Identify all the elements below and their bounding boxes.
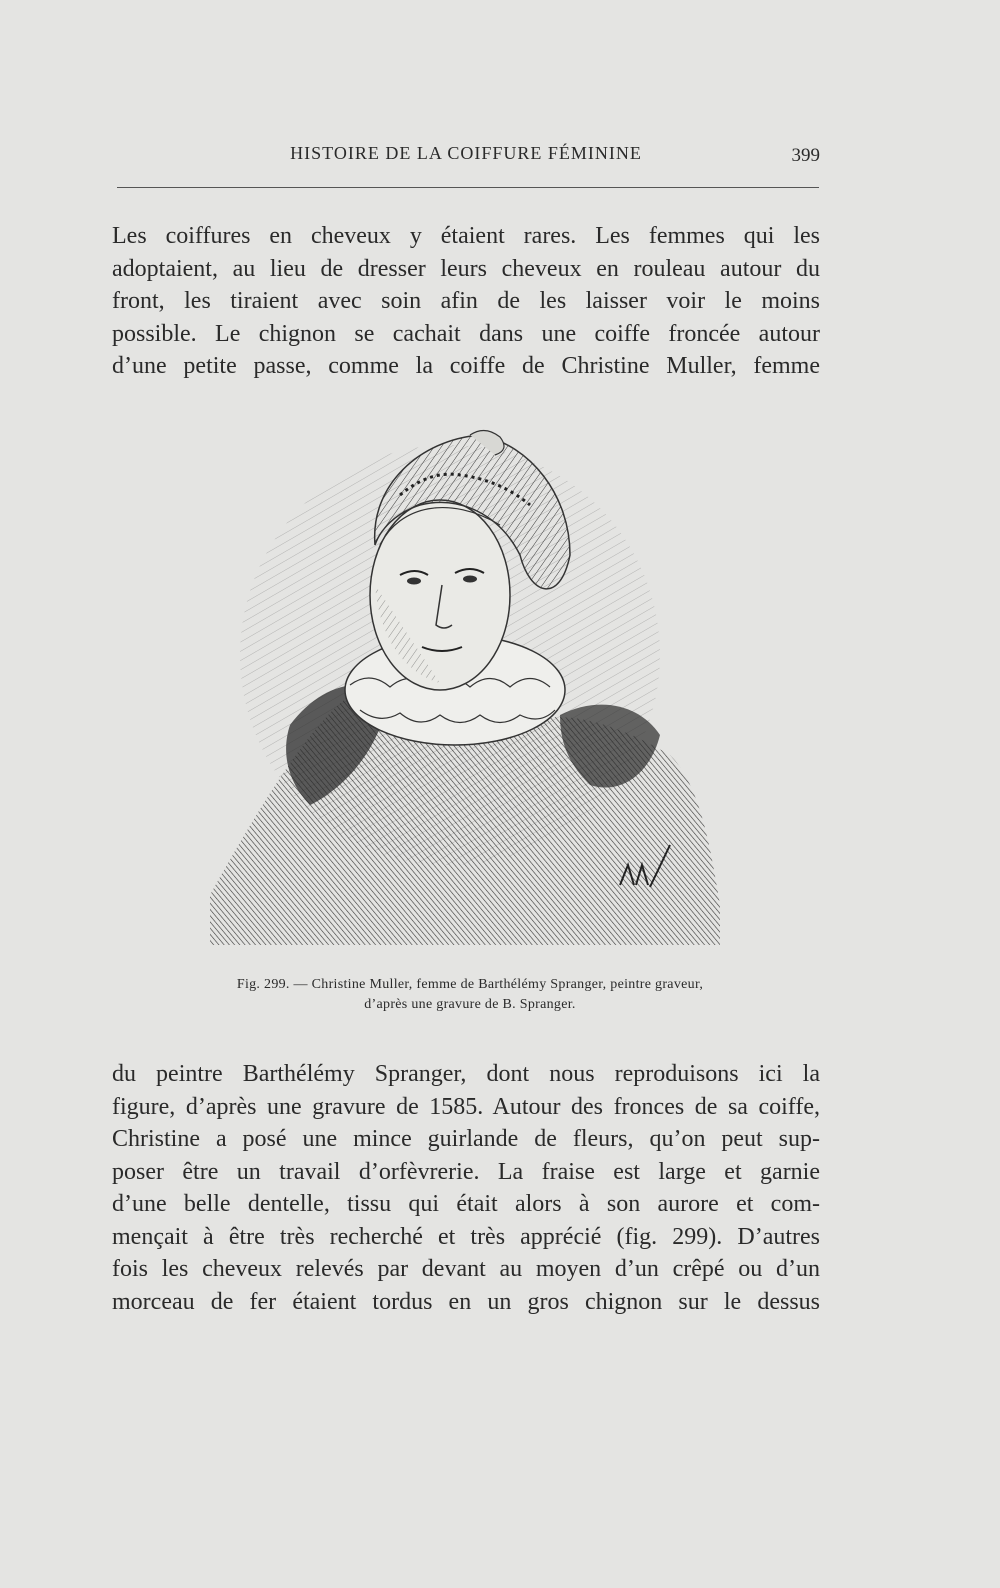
caption-line: d’après une gravure de B. Spranger. <box>364 997 576 1012</box>
portrait-engraving <box>200 425 740 965</box>
text-line: mençait à être très recherché et très apprécié (fig. 299). D’autres <box>112 1223 820 1250</box>
running-title: HISTOIRE DE LA COIFFURE FÉMININE <box>290 143 642 163</box>
page-number: 399 <box>791 145 820 166</box>
text-line: d’une petite passe, comme la coiffe de Christine Muller, femme <box>112 353 820 379</box>
text-line: du peintre Barthélémy Spranger, dont nous reproduisons ici la <box>112 1061 820 1087</box>
header-rule <box>117 187 819 188</box>
figure-caption <box>150 975 790 1015</box>
caption-line: Fig. 299. — Christine Muller, femme de Barthélémy Spranger, peintre graveur, <box>236 977 704 992</box>
text-line: figure, d’après une gravure de 1585. Autour des fronces de sa coiffe, <box>112 1093 820 1120</box>
text-line: front, les tiraient avec soin afin de les laisser voir le moins <box>112 288 820 314</box>
text-line: fois les cheveux relevés par devant au moyen d’un crêpé ou d’un <box>112 1256 820 1282</box>
text-line: Christine a posé une mince guirlande de fleurs, qu’on peut sup- <box>112 1126 820 1152</box>
portrait-illustration <box>200 425 740 965</box>
text-line: Les coiffures en cheveux y étaient rares. Les femmes qui les <box>112 223 820 249</box>
text-line: d’une belle dentelle, tissu qui était alors à son aurore et com- <box>112 1191 820 1217</box>
text-line: adoptaient, au lieu de dresser leurs cheveux en rouleau autour du <box>112 255 820 282</box>
paragraph-top <box>112 220 820 383</box>
running-head <box>112 143 820 173</box>
text-line: possible. Le chignon se cachait dans une coiffe froncée autour <box>112 320 820 347</box>
text-line: morceau de fer étaient tordus en un gros chignon sur le dessus <box>112 1288 820 1315</box>
text-line: poser être un travail d’orfèvrerie. La fraise est large et garnie <box>112 1158 820 1185</box>
paragraph-bottom <box>112 1058 820 1318</box>
